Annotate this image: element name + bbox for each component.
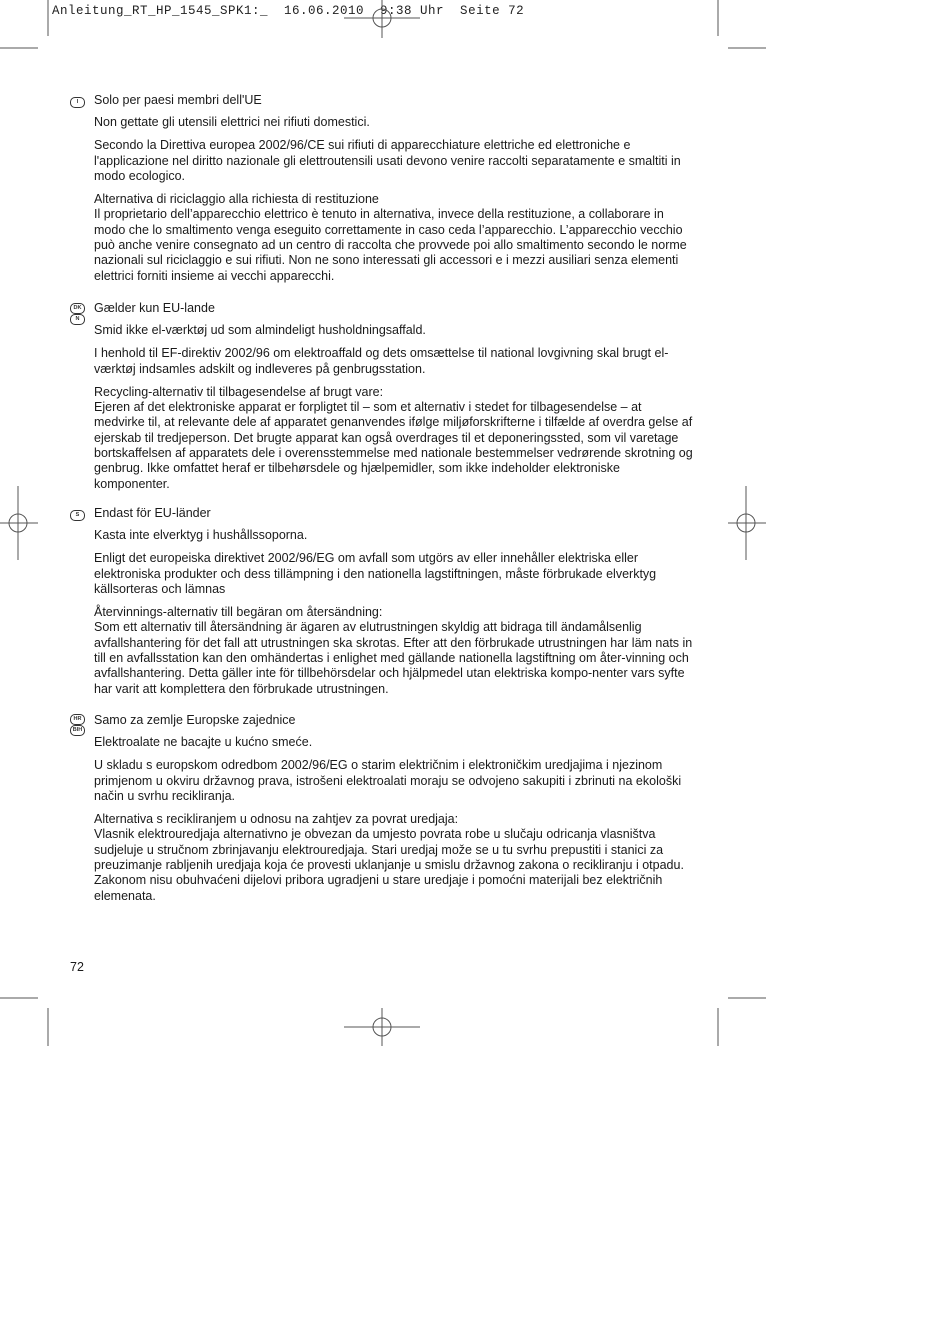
section-title: Gælder kun EU-lande bbox=[94, 301, 215, 315]
paragraph: Secondo la Direttiva europea 2002/96/CE sui rifiuti di apparecchiature elettriche ed elettroniche e l'applicazione nel diritto nazionale gli elettroutensili usati devono venire raccolti separatamente e smaltiti in modo ecologico. bbox=[94, 138, 681, 183]
language-badge-s: S bbox=[70, 510, 85, 521]
language-badge-bih: BIH bbox=[70, 725, 85, 736]
paragraph: Recycling-alternativ til tilbagesendelse af brugt vare: Ejeren af det elektroniske apparat er forpligtet til – som et alternativ i stedet for tilbagesendelse – at medvirke til, at relevante dele af apparatet genanvendes ifølge miljøforskrifterne i tilfælde af overdra gelse af ejerskab til tredjeperson. Det brugte apparat kan også overdrages til et deponeringssted, som vil varetage bortskaffelsen af apparatets dele i overensstemmelse med nationale bestemmelser vedrørende skrotning og genbrug. Ikke omfattet heraf er tilbehørsdele og hjælpemidler, som ikke indeholder elektroniske komponenter. bbox=[94, 384, 693, 491]
paragraph: Alternativa s recikliranjem u odnosu na zahtjev za povrat uredjaja: Vlasnik elektrouredjaja alternativno je obvezan da umjesto povrata robe u slučaju odricanja vlasništva sudjeluje u stručnom zbrinjavanju elektrouredjaja. Stari uredjaj može se u tu svrhu prepustiti i stanici za preuzimanje rabljenih uredjaja koja će provesti uklanjanje u smislu državnog zakona o recikliranju i otpadu. Zakonom nisu obuhvaćeni dijelovi pribora ugradjeni u stare uredjaje i pomoćni materijali bez električnih elemenata. bbox=[94, 812, 684, 903]
paragraph: Elektroalate ne bacajte u kućno smeće. bbox=[94, 735, 313, 749]
paragraph: I henhold til EF-direktiv 2002/96 om elektroaffald og dets omsættelse til national lovgivning skal brugt el-værktøj indsamles adskilt og indleveres på genbrugsstation. bbox=[94, 346, 669, 376]
section-title: Solo per paesi membri dell'UE bbox=[94, 93, 262, 107]
paragraph: Alternativa di riciclaggio alla richiesta di restituzione Il proprietario dell’apparecchio elettrico è tenuto in alternativa, invece della restituzione, a collaborare in modo che lo smaltimento venga eseguito correttamente in caso ceda l’apparecchio. L’apparecchio vecchio può anche venire consegnato ad un centro di raccolta che provvede poi allo smaltimento secondo le norme nazionali sul riciclaggio e sui rifiuti. Non ne sono interessati gli accessori e i mezzi ausiliari senza elementi elettrici forniti insieme ai vecchi apparecchi. bbox=[94, 192, 687, 283]
language-badge-it: I bbox=[70, 97, 85, 108]
section-title: Samo za zemlje Europske zajednice bbox=[94, 713, 296, 727]
language-badge-n: N bbox=[70, 314, 85, 325]
paragraph: Återvinnings-alternativ till begäran om återsändning: Som ett alternativ till återsändning är ägaren av elutrustningen skyldig att bidraga till ändamålsenlig avfallshantering för det fall att utrustningen ska skrotas. Efter att den förbrukade utrustningen har läm nats in till en avfallsstation kan den omhändertas i enlighet med gällande nationella lagstiftning om åter-vinning och avfallshantering. Detta gäller inte för tillbehörsdelar och hjälpmedel utan elektriska kompo-nenter vars syfte har varit att komplettera den förbrukade utrustningen. bbox=[94, 605, 693, 696]
section-title: Endast för EU-länder bbox=[94, 506, 211, 520]
paragraph: U skladu s europskom odredbom 2002/96/EG o starim električnim i elektroničkim uredjajima i njezinom primjenom u okviru državnog prava, istrošeni elektroalati moraju se odvojeno sakupiti i zbrinuti na ekološki način u svrhu recikliranja. bbox=[94, 758, 682, 803]
paragraph: Enligt det europeiska direktivet 2002/96/EG om avfall som utgörs av eller innehåller elektriska eller elektroniska produkter och dess tillämpning i den nationella lagstiftningen, måste förbrukade elverktyg källsorteras och lämnas bbox=[94, 551, 657, 596]
paragraph: Kasta inte elverktyg i hushållssoporna. bbox=[94, 528, 308, 542]
language-badge-dk: DK bbox=[70, 303, 85, 314]
page-number: 72 bbox=[70, 960, 84, 974]
section-italian bbox=[76, 92, 694, 284]
language-badge-hr: HR bbox=[70, 714, 85, 725]
section-swedish bbox=[75, 505, 694, 697]
print-slug-header: Anleitung_RT_HP_1545_SPK1:_ 16.06.2010 9:38 Uhr Seite 72 bbox=[52, 4, 525, 18]
section-danish-norwegian bbox=[73, 300, 694, 492]
paragraph: Smid ikke el-værktøj ud som almindeligt husholdningsaffald. bbox=[94, 323, 426, 337]
section-croatian-bosnian bbox=[72, 712, 694, 904]
paragraph: Non gettate gli utensili elettrici nei rifiuti domestici. bbox=[94, 115, 370, 129]
